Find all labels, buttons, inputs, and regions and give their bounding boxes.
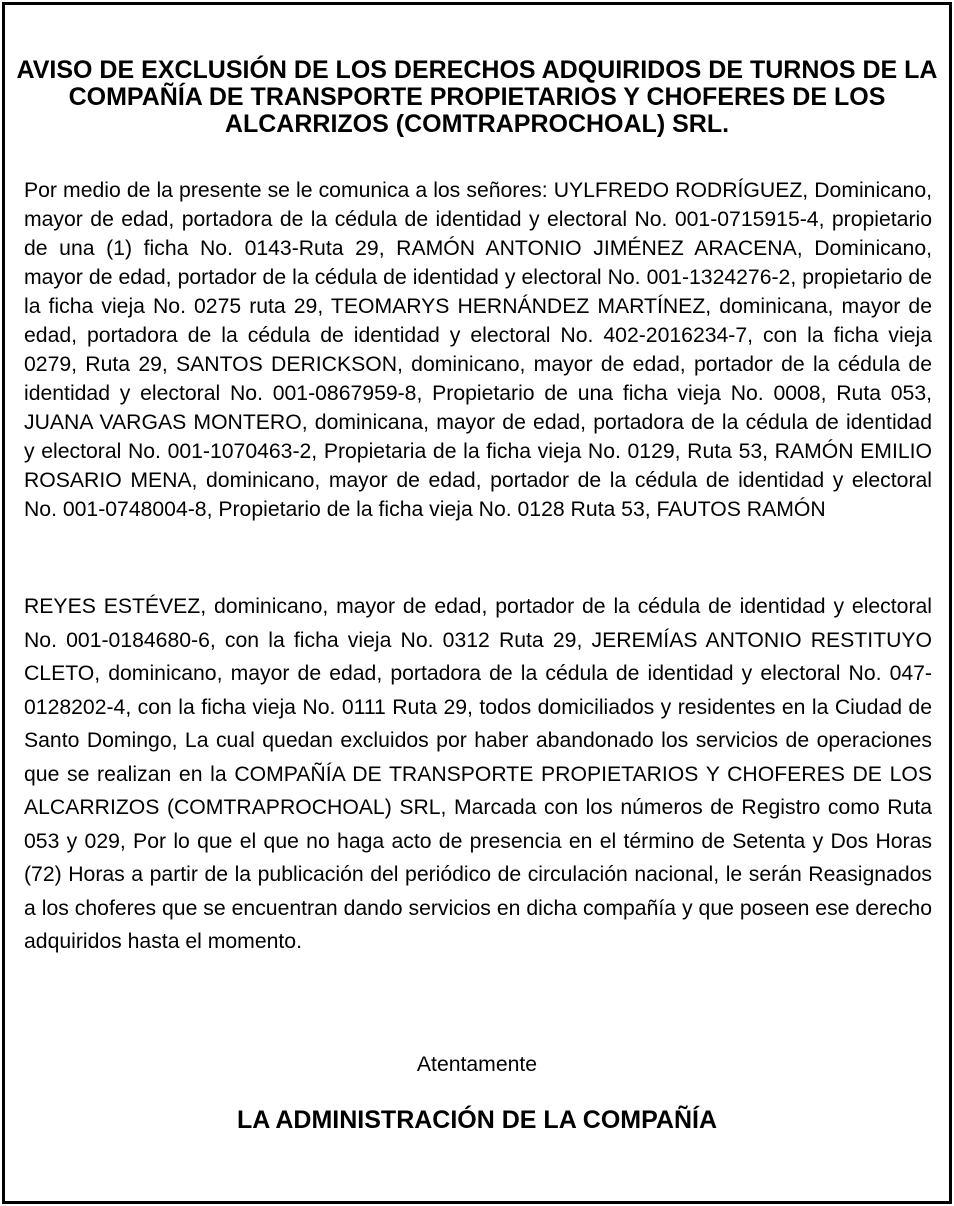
signature-line: LA ADMINISTRACIÓN DE LA COMPAÑÍA (236, 1106, 718, 1134)
notice-title: AVISO DE EXCLUSIÓN DE LOS DERECHOS ADQUIRIDOS DE TURNOS DE LA COMPAÑÍA DE TRANSPORTE PROPIETARIOS Y CHOFERES DE LOS ALCARRIZOS (COMTRAPROCHOAL) SRL. (16, 56, 938, 138)
notice-body-part-2: REYES ESTÉVEZ, dominicano, mayor de edad, portador de la cédula de identidad y electoral No. 001-0184680-6, con la ficha vieja No. 0312 Ruta 29, JEREMÍAS ANTONIO RESTITUYO CLETO, dominicano, mayor de edad, portadora de la cédula de identidad y electoral No. 047-0128202-4, con la ficha vieja No. 0111 Ruta 29, todos domiciliados y residentes en la Ciudad de Santo Domingo, La cual quedan excluidos por haber abandonado los servicios de operaciones que se realizan en la COMPAÑÍA DE TRANSPORTE PROPIETARIOS Y CHOFERES DE LOS ALCARRIZOS (COMTRAPROCHOAL) SRL, Marcada con los números de Registro como Ruta 053 y 029, Por lo que el que no haga acto de presencia en el término de Setenta y Dos Horas (72) Horas a partir de la publicación del periódico de circulación nacional, le serán Reasignados a los choferes que se encuentran dando servicios en dicha compañía y que poseen ese derecho adquiridos hasta el momento. (24, 595, 932, 953)
notice-frame (2, 2, 952, 1204)
notice-body-part-1: Por medio de la presente se le comunica a los señores: UYLFREDO RODRÍGUEZ, Dominicano, mayor de edad, portadora de la cédula de identidad y electoral No. 001-0715915-4, propietario de una (1) ficha No. 0143-Ruta 29, RAMÓN ANTONIO JIMÉNEZ ARACENA, Dominicano, mayor de edad, portador de la cédula de identidad y electoral No. 001-1324276-2, propietario de la ficha vieja No. 0275 ruta 29, TEOMARYS HERNÁNDEZ MARTÍNEZ, dominicana, mayor de edad, portadora de la cédula de identidad y electoral No. 402-2016234-7, con la ficha vieja 0279, Ruta 29, SANTOS DERICKSON, dominicano, mayor de edad, portador de la cédula de identidad y electoral No. 001-0867959-8, Propietario de una ficha vieja No. 0008, Ruta 053, JUANA VARGAS MONTERO, dominicana, mayor de edad, portadora de la cédula de identidad y electoral No. 001-1070463-2, Propietaria de la ficha vieja No. 0129, Ruta 53, RAMÓN EMILIO ROSARIO MENA, dominicano, mayor de edad, portador de la cédula de identidad y electoral No. 001-0748004-8, Propietario de la ficha vieja No. 0128 Ruta 53, FAUTOS RAMÓN (24, 179, 932, 521)
closing-salutation: Atentamente (416, 1053, 538, 1076)
